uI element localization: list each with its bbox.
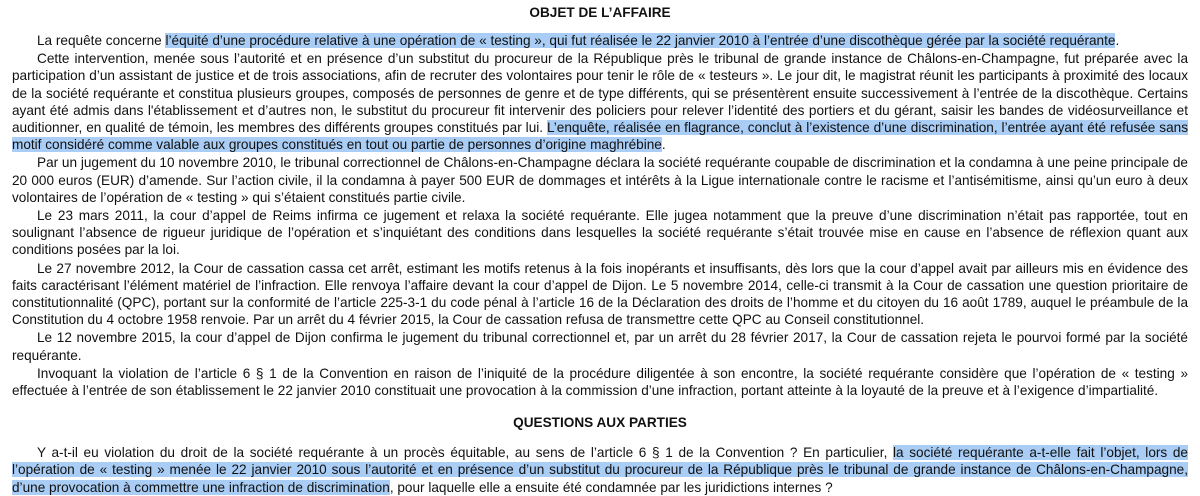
text: . xyxy=(1115,33,1120,48)
highlighted-text[interactable]: la société requérante a-t-elle fait l’objet, lors de l’opération de « testing » menée le 22 janvier 2010 sous l’autorité et en présence d’un substitut du procureur de la République près le tribunal de grande instance de Châlons-en-Champagne, d’une provocation à commettre une infraction de discrimination xyxy=(12,445,1188,495)
text: . xyxy=(661,137,666,153)
paragraph-1 xyxy=(12,32,1188,49)
text: Cette intervention, menée sous l’autorité et en présence d’un substitut du procureur de la République près le tribunal de grande instance de Châlons-en-Champagne, fut préparée avec la participation d’un assistant de justice et de trois associations, afin de recruter des volontaires pour tenir le rôle de « testeurs ». Le jour dit, le magistrat réunit les participants à proximité des locaux de la société requérante et constitua plusieurs groupes, composés de personnes de genre et de type différents, qui se présentèrent ensuite successivement à l’entrée de la discothèque. Certains ayant été admis dans l'établissement et d’autres non, le substitut du procureur fit intervenir des policiers pour relever l’identité des portiers et du gérant, saisir les bandes de vidéosurveillance et auditionner, en qualité de témoin, les membres des différents groupes constitués par lui. xyxy=(12,51,1188,136)
question-paragraph xyxy=(12,444,1188,496)
section-title-questions: QUESTIONS AUX PARTIES xyxy=(513,415,687,431)
text: Par un jugement du 10 novembre 2010, le tribunal correctionnel de Châlons-en-Champagne déclara la société requérante coupable de discrimination et la condamna à une peine principale de 20 000 euros (EUR) d’amende. Sur l’action civile, il la condamna à payer 500 EUR de dommages et intérêts à la Ligue internationale contre le racisme et l’antisémitisme, ainsi qu’un euro à deux volontaires de l’opération de « testing » qui s’étaient constitués partie civile. xyxy=(12,155,1188,205)
paragraph-2 xyxy=(12,50,1188,153)
text: Invoquant la violation de l’article 6 § 1 de la Convention en raison de l’iniquité de la procédure diligentée à son encontre, la société requérante considère que l’opération de « testing » effectuée à l’entrée de son établissement le 22 janvier 2010 constituait une provocation à la commission d’une infraction, portant atteinte à la loyauté de la preuve et à l’exigence d’impartialité. xyxy=(12,365,1188,399)
paragraph-4 xyxy=(12,207,1188,259)
text: , pour laquelle elle a ensuite été condamnée par les juridictions internes ? xyxy=(389,479,833,495)
section-title-objet: OBJET DE L’AFFAIRE xyxy=(529,5,671,20)
highlighted-text[interactable]: l’équité d’une procédure relative à une opération de « testing », qui fut réalisée le 22 janvier 2010 à l’entrée d’une discothèque gérée par la société requérante xyxy=(165,33,1116,48)
text: Le 12 novembre 2015, la cour d’appel de Dijon confirma le jugement du tribunal correctionnel et, par un arrêt du 28 février 2017, la Cour de cassation rejeta le pourvoi formé par la société requérante. xyxy=(12,330,1188,363)
text: Y a-t-il eu violation du droit de la société requérante à un procès équitable, au sens de l’article 6 § 1 de la Convention ? En particulier, xyxy=(37,445,893,461)
text: Le 27 novembre 2012, la Cour de cassation cassa cet arrêt, estimant les motifs retenus à la fois inopérants et insuffisants, dès lors que la cour d’appel avait par ailleurs mis en évidence des faits caractérisant l’élément matériel de l’infraction. Elle renvoya l’affaire devant la cour d’appel de Dijon. Le 5 novembre 2014, celle-ci transmit à la Cour de cassation une question prioritaire de constitutionnalité (QPC), portant sur la conformité de l’article 225-3-1 du code pénal à l’article 16 de la Déclaration des droits de l’homme et du citoyen du 16 août 1789, auquel le préambule de la Constitution du 4 octobre 1958 renvoie. Par un arrêt du 4 février 2015, la Cour de cassation refusa de transmettre cette QPC au Conseil constitutionnel. xyxy=(12,260,1188,328)
paragraph-7 xyxy=(12,365,1188,399)
paragraph-6 xyxy=(12,329,1188,363)
paragraph-5 xyxy=(12,260,1188,329)
text: La requête concerne xyxy=(37,33,166,48)
text: Le 23 mars 2011, la cour d’appel de Reims infirma ce jugement et relaxa la société requérante. Elle jugea notamment que la preuve d’une discrimination n’était pas rapportée, tout en soulignant l’absence de rigueur juridique de l’opération et s’inquiétant des conditions dans lesquelles la société requérante s’était trouvée mise en cause en l’absence de réflexion quant aux conditions posées par la loi. xyxy=(12,208,1188,258)
highlighted-text[interactable]: L’enquête, réalisée en flagrance, conclut à l’existence d’une discrimination, l’entrée ayant été refusée sans motif considéré comme valable aux groupes constitués en tout ou partie de personnes d’origine maghrébine xyxy=(12,120,1188,153)
paragraph-3 xyxy=(12,154,1188,206)
